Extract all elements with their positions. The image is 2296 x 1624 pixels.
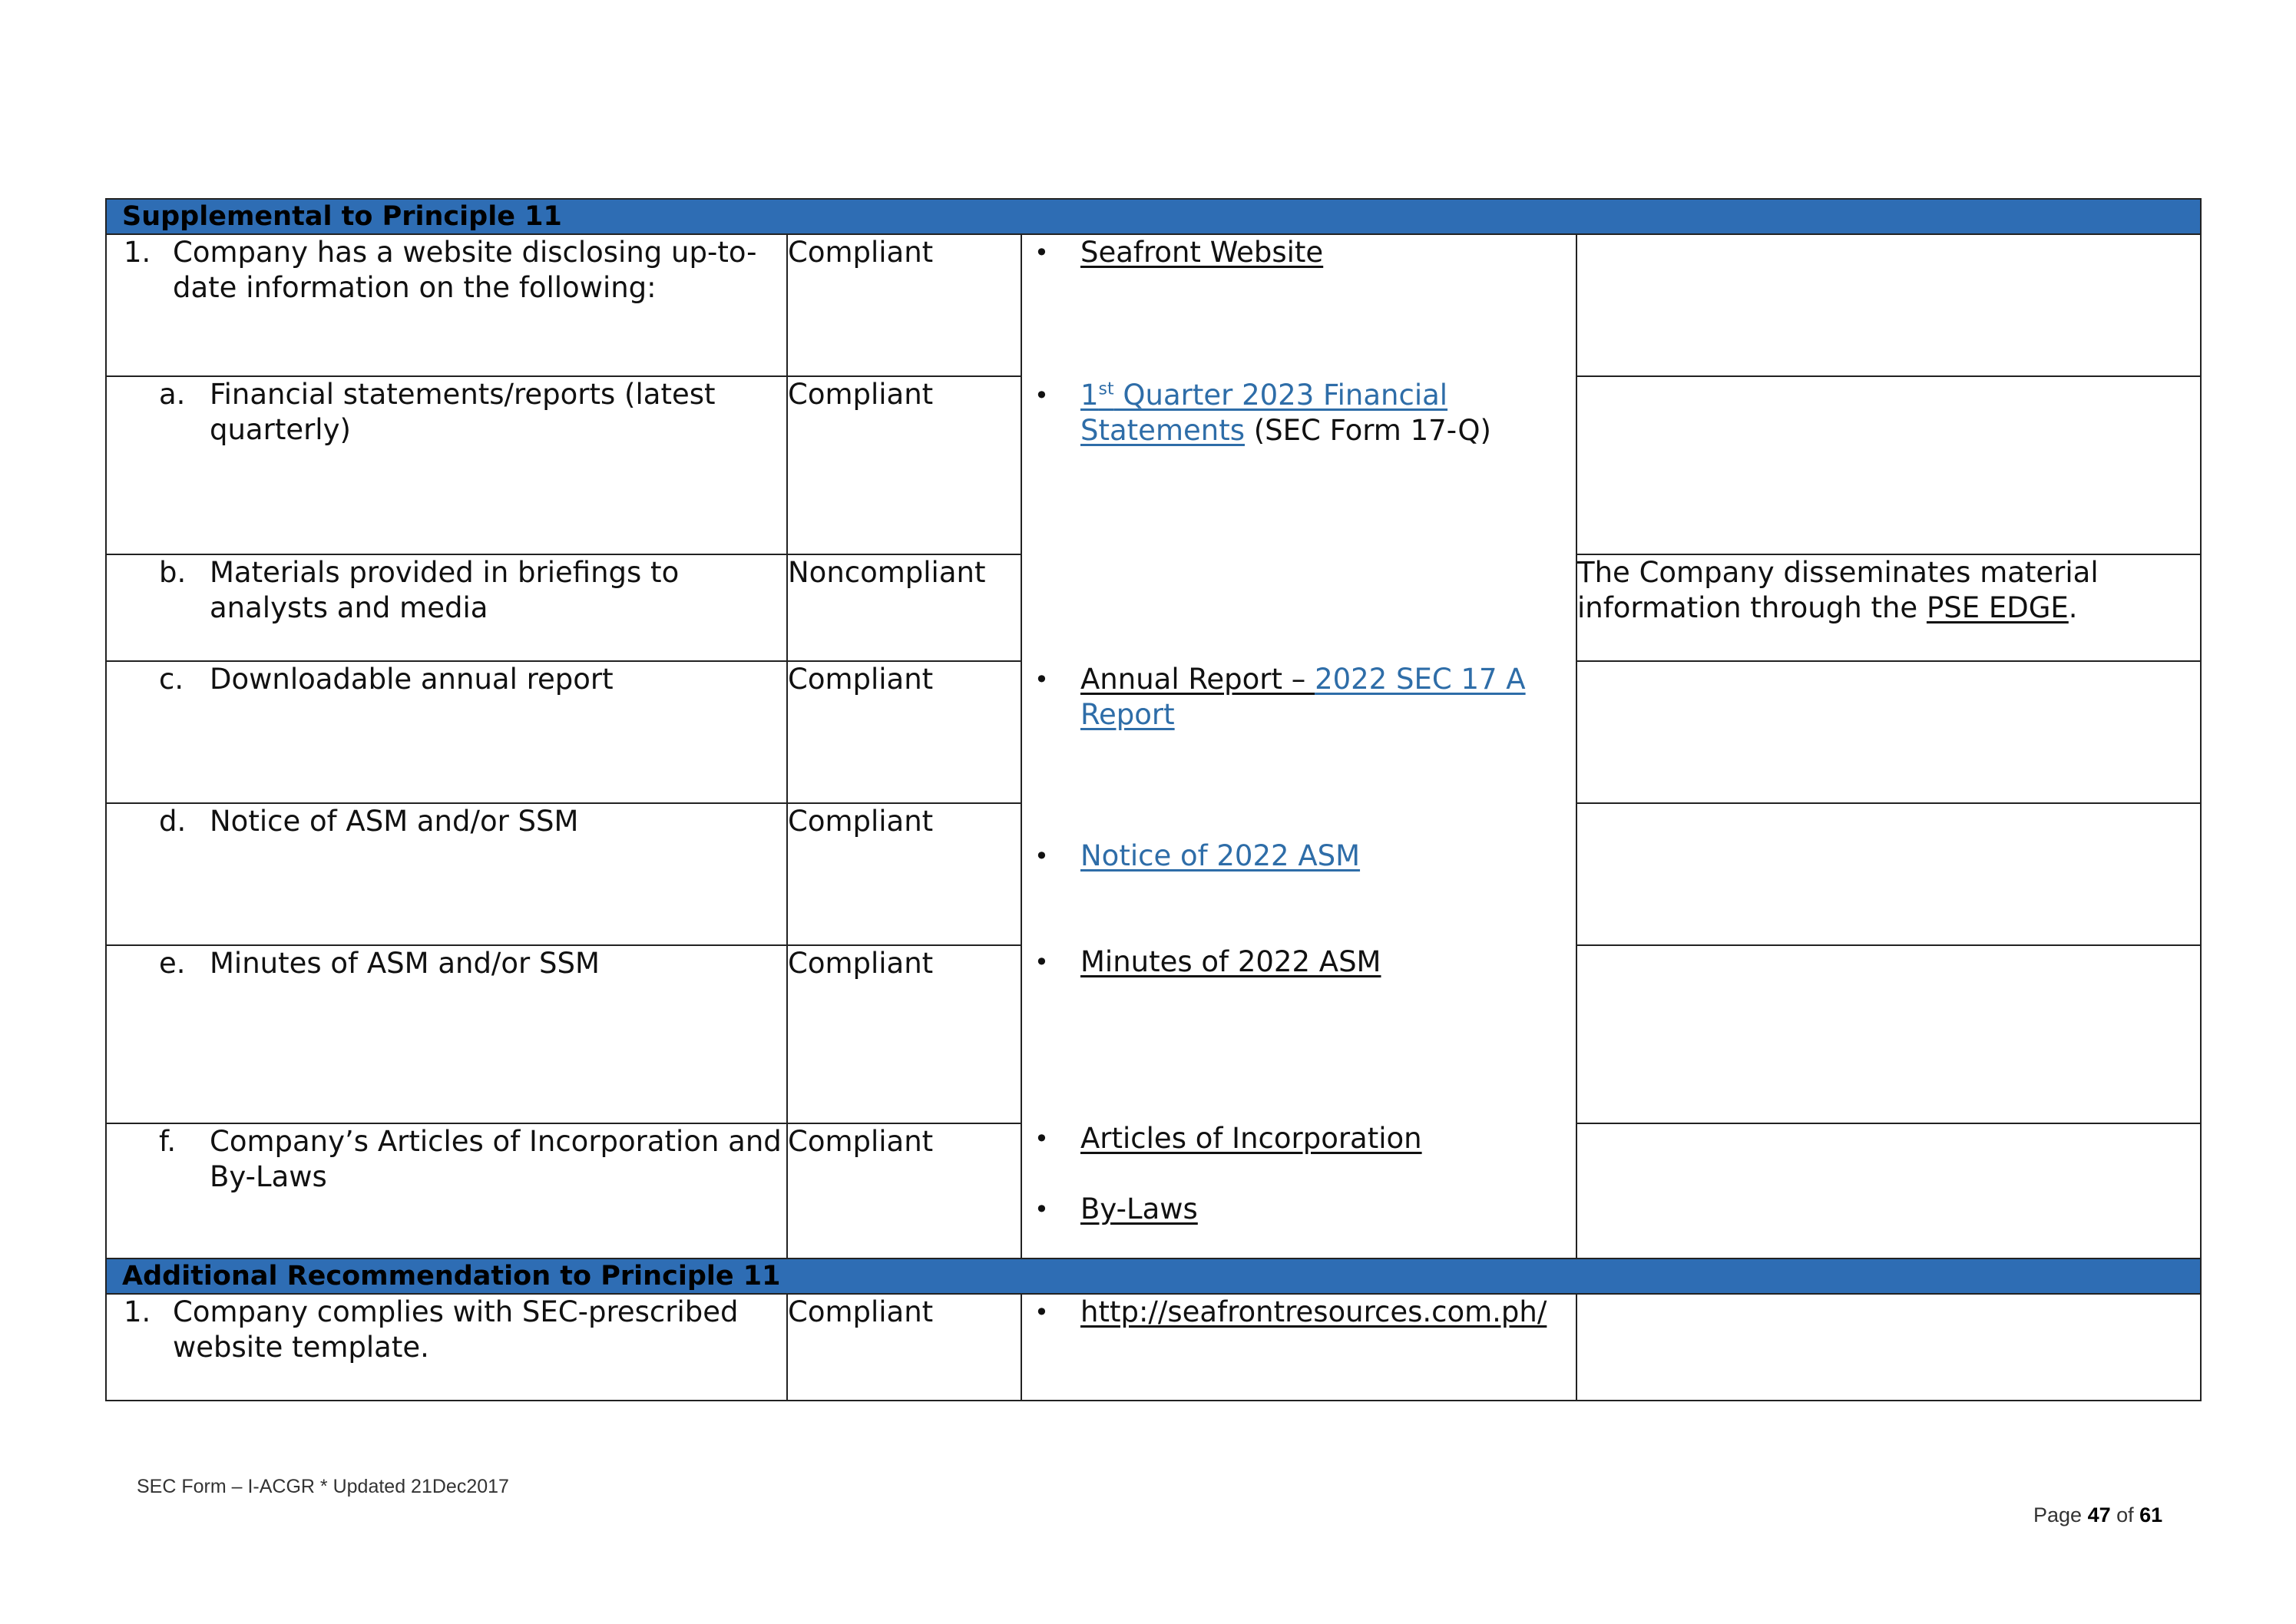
sec-17a-report-link[interactable]: 2022 SEC 17 A Report bbox=[1080, 663, 1526, 731]
item-letter: d. bbox=[159, 805, 187, 838]
remarks-cell: The Company disseminates material information through the PSE EDGE. bbox=[1576, 554, 2201, 661]
bullet-icon: • bbox=[1034, 665, 1049, 694]
principle-11-table bbox=[105, 198, 2202, 1401]
section-header-supplemental bbox=[106, 199, 2201, 234]
evidence-item bbox=[1034, 1192, 1560, 1227]
evidence-item bbox=[1034, 662, 1560, 733]
compliance-status: Compliant bbox=[787, 661, 1021, 803]
seafront-url-link[interactable]: http://seafrontresources.com.ph/ bbox=[1080, 1295, 1547, 1328]
section-title: Additional Recommendation to Principle 11 bbox=[106, 1259, 2201, 1294]
bullet-icon: • bbox=[1034, 381, 1049, 410]
q1-financial-statements-link[interactable]: 1st Quarter 2023 Financial Statements bbox=[1080, 379, 1448, 447]
articles-of-incorporation-link[interactable]: Articles of Incorporation bbox=[1080, 1122, 1422, 1155]
annual-report-label[interactable]: Annual Report – bbox=[1080, 663, 1315, 696]
compliance-status: Compliant bbox=[787, 234, 1021, 376]
evidence-note: (SEC Form 17-Q) bbox=[1244, 414, 1491, 447]
section-header-additional bbox=[106, 1259, 2201, 1294]
item-letter: b. bbox=[159, 556, 187, 589]
by-laws-link[interactable]: By-Laws bbox=[1080, 1192, 1198, 1225]
item-text: Company’s Articles of Incorporation and By-Laws bbox=[210, 1125, 782, 1193]
evidence-item bbox=[1034, 838, 1560, 874]
bullet-icon: • bbox=[1034, 1195, 1049, 1224]
pse-edge-link[interactable]: PSE EDGE bbox=[1926, 591, 2069, 624]
evidence-item bbox=[1034, 944, 1560, 980]
item-text: Downloadable annual report bbox=[210, 663, 614, 696]
remarks-cell bbox=[1576, 803, 2201, 945]
item-text: Company complies with SEC-prescribed website template. bbox=[173, 1295, 739, 1364]
notice-asm-link[interactable]: Notice of 2022 ASM bbox=[1080, 839, 1361, 872]
item-number: 1. bbox=[124, 236, 151, 269]
evidence-item bbox=[1034, 1121, 1560, 1156]
bullet-icon: • bbox=[1034, 842, 1049, 871]
compliance-status: Compliant bbox=[787, 376, 1021, 554]
minutes-asm-link[interactable]: Minutes of 2022 ASM bbox=[1080, 945, 1381, 978]
remarks-cell bbox=[1576, 376, 2201, 554]
compliance-status: Compliant bbox=[787, 803, 1021, 945]
compliance-status: Compliant bbox=[787, 1294, 1021, 1401]
page-number: Page 47 of 61 bbox=[2033, 1503, 2163, 1526]
evidence-cell bbox=[1021, 1294, 1576, 1401]
remarks-cell bbox=[1576, 945, 2201, 1123]
compliance-status: Noncompliant bbox=[787, 554, 1021, 661]
evidence-item bbox=[1034, 235, 1560, 270]
remarks-cell bbox=[1576, 1294, 2201, 1401]
item-letter: c. bbox=[159, 663, 184, 696]
item-text: Notice of ASM and/or SSM bbox=[210, 805, 579, 838]
compliance-status: Compliant bbox=[787, 945, 1021, 1123]
section-title: Supplemental to Principle 11 bbox=[106, 199, 2201, 234]
evidence-item bbox=[1034, 1295, 1560, 1330]
item-text: Financial statements/reports (latest quarterly) bbox=[210, 378, 716, 446]
table-row bbox=[106, 1294, 2201, 1401]
item-letter: f. bbox=[159, 1125, 177, 1158]
compliance-status: Compliant bbox=[787, 1123, 1021, 1259]
remarks-cell bbox=[1576, 661, 2201, 803]
bullet-icon: • bbox=[1034, 1298, 1049, 1327]
item-letter: e. bbox=[159, 947, 186, 980]
item-text: Minutes of ASM and/or SSM bbox=[210, 947, 600, 980]
item-text: Materials provided in briefings to analysts and media bbox=[210, 556, 680, 624]
item-number: 1. bbox=[124, 1295, 151, 1328]
bullet-icon: • bbox=[1034, 1124, 1049, 1153]
bullet-icon: • bbox=[1034, 948, 1049, 977]
remarks-cell bbox=[1576, 1123, 2201, 1259]
form-footer: SEC Form – I-ACGR * Updated 21Dec2017 bbox=[137, 1476, 509, 1497]
item-letter: a. bbox=[159, 378, 186, 411]
table-row bbox=[106, 234, 2201, 376]
item-text: Company has a website disclosing up-to-date information on the following: bbox=[173, 236, 757, 304]
seafront-website-link[interactable]: Seafront Website bbox=[1080, 236, 1324, 269]
remarks-cell bbox=[1576, 234, 2201, 376]
evidence-item bbox=[1034, 378, 1560, 448]
bullet-icon: • bbox=[1034, 238, 1049, 267]
evidence-cell bbox=[1021, 234, 1576, 1259]
